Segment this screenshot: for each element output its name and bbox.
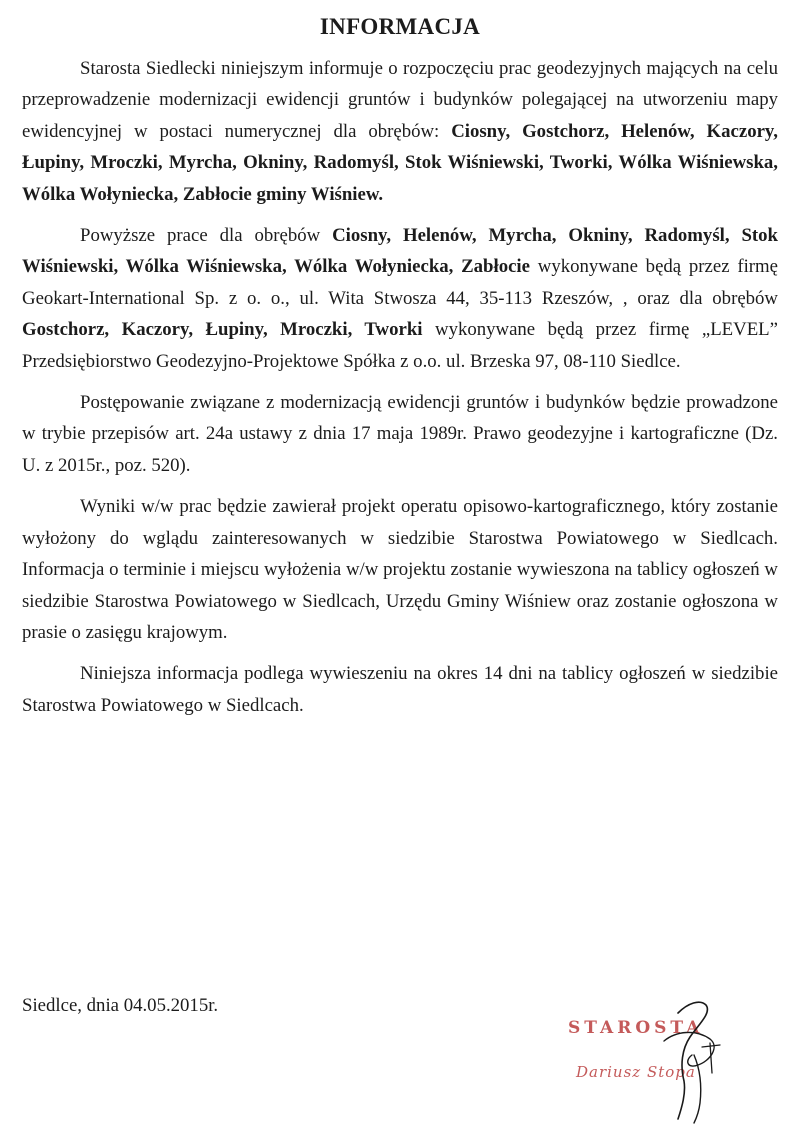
- text-run: Wyniki w/w prac będzie zawierał projekt operatu opisowo-kartograficznego, który zostanie wyłożony do wglądu zainteresowanych w siedzibie Starostwa Powiatowego w Siedlcach. Informacja o terminie i miejscu wyłożenia w/w projektu zostanie wywieszona na tablicy ogłoszeń w siedzibie Starostwa Powiatowego w Siedlcach, Urzędu Gminy Wiśniew oraz zostanie ogłoszona w prasie o zasięgu krajowym.: [22, 496, 778, 643]
- paragraph-contractors: [22, 220, 778, 377]
- paragraph-announcement: [22, 53, 778, 210]
- text-run: Niniejsza informacja podlega wywieszeniu na okres 14 dni na tablicy ogłoszeń w siedzibie Starostwa Powiatowego w Siedlcach.: [22, 663, 778, 716]
- text-run: wykonywane będą przez firmę Geokart-International Sp. z o. o., ul. Wita Stwosza 44, 35-113 Rzeszów, , oraz dla obrębów: [22, 256, 778, 309]
- paragraph-results: [22, 491, 778, 648]
- text-run: Starosta Siedlecki niniejszym informuje o rozpoczęciu prac geodezyjnych mających na celu przeprowadzenie modernizacji ewidencji gruntów i budynków polegającej na utworzeniu mapy ewidencyjnej w postaci numerycznej dla obrębów:: [22, 58, 778, 142]
- bold-text-run: Ciosny, Gostchorz, Helenów, Kaczory, Łupiny, Mroczki, Myrcha, Okniny, Radomyśl, Stok Wiśniewski, Tworki, Wólka Wiśniewska, Wólka Wołyniecka, Zabłocie gminy Wiśniew.: [22, 120, 778, 205]
- text-run: Postępowanie związane z modernizacją ewidencji gruntów i budynków będzie prowadzone w trybie przepisów art. 24a ustawy z dnia 17 maja 1989r. Prawo geodezyjne i kartograficzne (Dz. U. z 2015r., poz. 520).: [22, 392, 778, 476]
- paragraph-legal-basis: [22, 387, 778, 481]
- text-run: Powyższe prace dla obrębów: [80, 225, 333, 247]
- stamp-name: Dariusz Stopa: [576, 1063, 696, 1081]
- document-title: INFORMACJA: [319, 14, 481, 39]
- paragraph-posting-period: [22, 658, 778, 721]
- official-stamp: [560, 985, 800, 1126]
- dateline: Siedlce, dnia 04.05.2015r.: [22, 995, 219, 1016]
- handwritten-signature: [560, 985, 800, 1126]
- document-page: [22, 0, 778, 721]
- stamp-title: STAROSTA: [568, 1018, 704, 1038]
- bold-text-run: Gostchorz, Kaczory, Łupiny, Mroczki, Tworki: [22, 319, 423, 341]
- text-run: wykonywane będą przez firmę „LEVEL” Przedsiębiorstwo Geodezyjno-Projektowe Spółka z o.o. ul. Brzeska 97, 08-110 Siedlce.: [22, 319, 778, 372]
- bold-text-run: Ciosny, Helenów, Myrcha, Okniny, Radomyśl, Stok Wiśniewski, Wólka Wiśniewska, Wólka Wołyniecka, Zabłocie: [22, 225, 778, 278]
